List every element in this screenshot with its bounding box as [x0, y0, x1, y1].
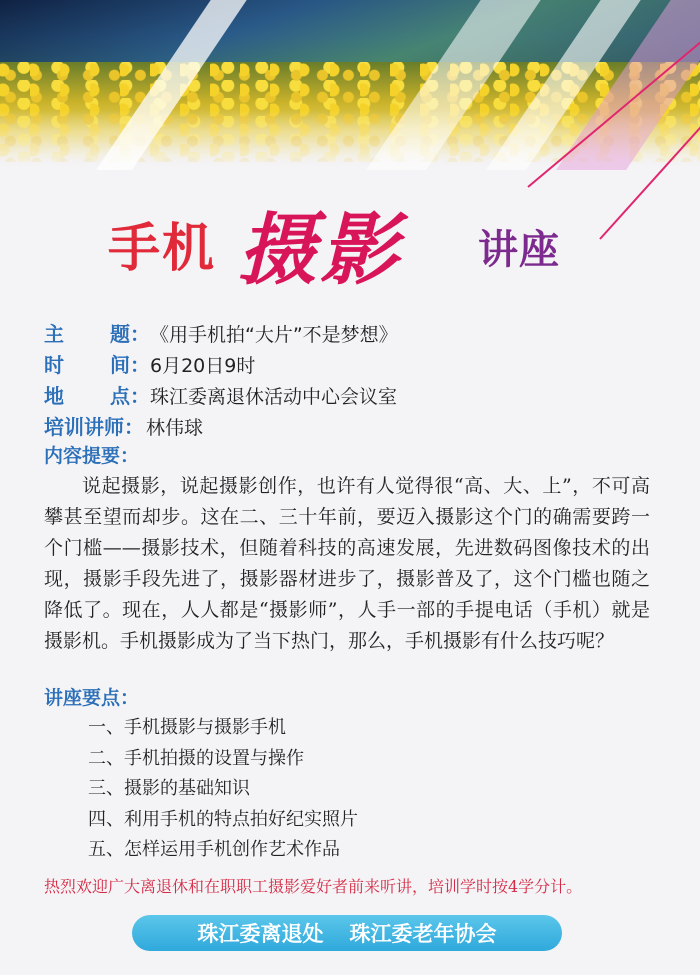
topic-label: [44, 318, 150, 347]
list-item: 二、手机拍摄的设置与操作: [88, 747, 304, 769]
organizers-bar: [132, 915, 562, 951]
lecturer-row: [44, 411, 664, 442]
welcome-notice: 热烈欢迎广大离退休和在职职工摄影爱好者前来听讲，培训学时按4学分计。: [44, 877, 583, 896]
organizer-name: 珠江委离退处: [197, 922, 324, 946]
list-item: 四、利用手机的特点拍好纪实照片: [88, 808, 358, 830]
time-label-char: 时: [44, 353, 64, 377]
topic-value: 《用手机拍“大片”不是梦想》: [150, 324, 398, 346]
time-label: [44, 349, 150, 378]
time-value: 6月20日9时: [150, 355, 256, 377]
place-row: [44, 380, 664, 411]
list-item: 三、摄影的基础知识: [88, 778, 250, 799]
place-value: 珠江委离退休活动中心会议室: [150, 386, 398, 408]
organizer-name: 珠江委老年协会: [349, 922, 497, 946]
place-label-char: 地: [44, 384, 64, 408]
title-part-lecture: 讲座: [478, 227, 560, 273]
summary-heading: 内容提要：: [44, 445, 140, 467]
event-info: [44, 318, 664, 442]
list-item: 五、怎样运用手机创作艺术作品: [88, 839, 340, 860]
place-label: [44, 380, 150, 409]
topic-row: [44, 318, 664, 349]
list-item: 一、手机摄影与摄影手机: [88, 717, 286, 738]
title-part-phone: 手机: [108, 219, 217, 279]
poster-title: [0, 188, 700, 296]
place-label-char: 点：: [110, 384, 150, 408]
key-points-heading: 讲座要点：: [44, 687, 140, 709]
header-landscape-image: [0, 0, 700, 170]
key-points-list: [88, 713, 648, 866]
summary-paragraph: 说起摄影，说起摄影创作，也许有人觉得很“高、大、上”，不可高攀甚至望而却步。这在二、三十年前，要迈入摄影这个门的确需要跨一个门槛——摄影技术，但随着科技的高速发展，先进数码图像技术的出现，摄影手段先进了，摄影器材进步了，摄影普及了，这个门槛也随之降低了。现在，人人都是“摄影师”，人手一部的手提电话（手机）就是摄影机。手机摄影成为了当下热门，那么，手机摄影有什么技巧呢？: [44, 475, 650, 652]
topic-label-char: 题：: [110, 322, 150, 346]
topic-label-char: 主: [44, 322, 64, 346]
lecturer-value: 林伟球: [146, 417, 204, 439]
time-label-char: 间：: [110, 353, 150, 377]
lecturer-label: 培训讲师：: [44, 415, 144, 439]
title-part-photography: 摄影: [238, 205, 403, 296]
time-row: [44, 349, 664, 380]
